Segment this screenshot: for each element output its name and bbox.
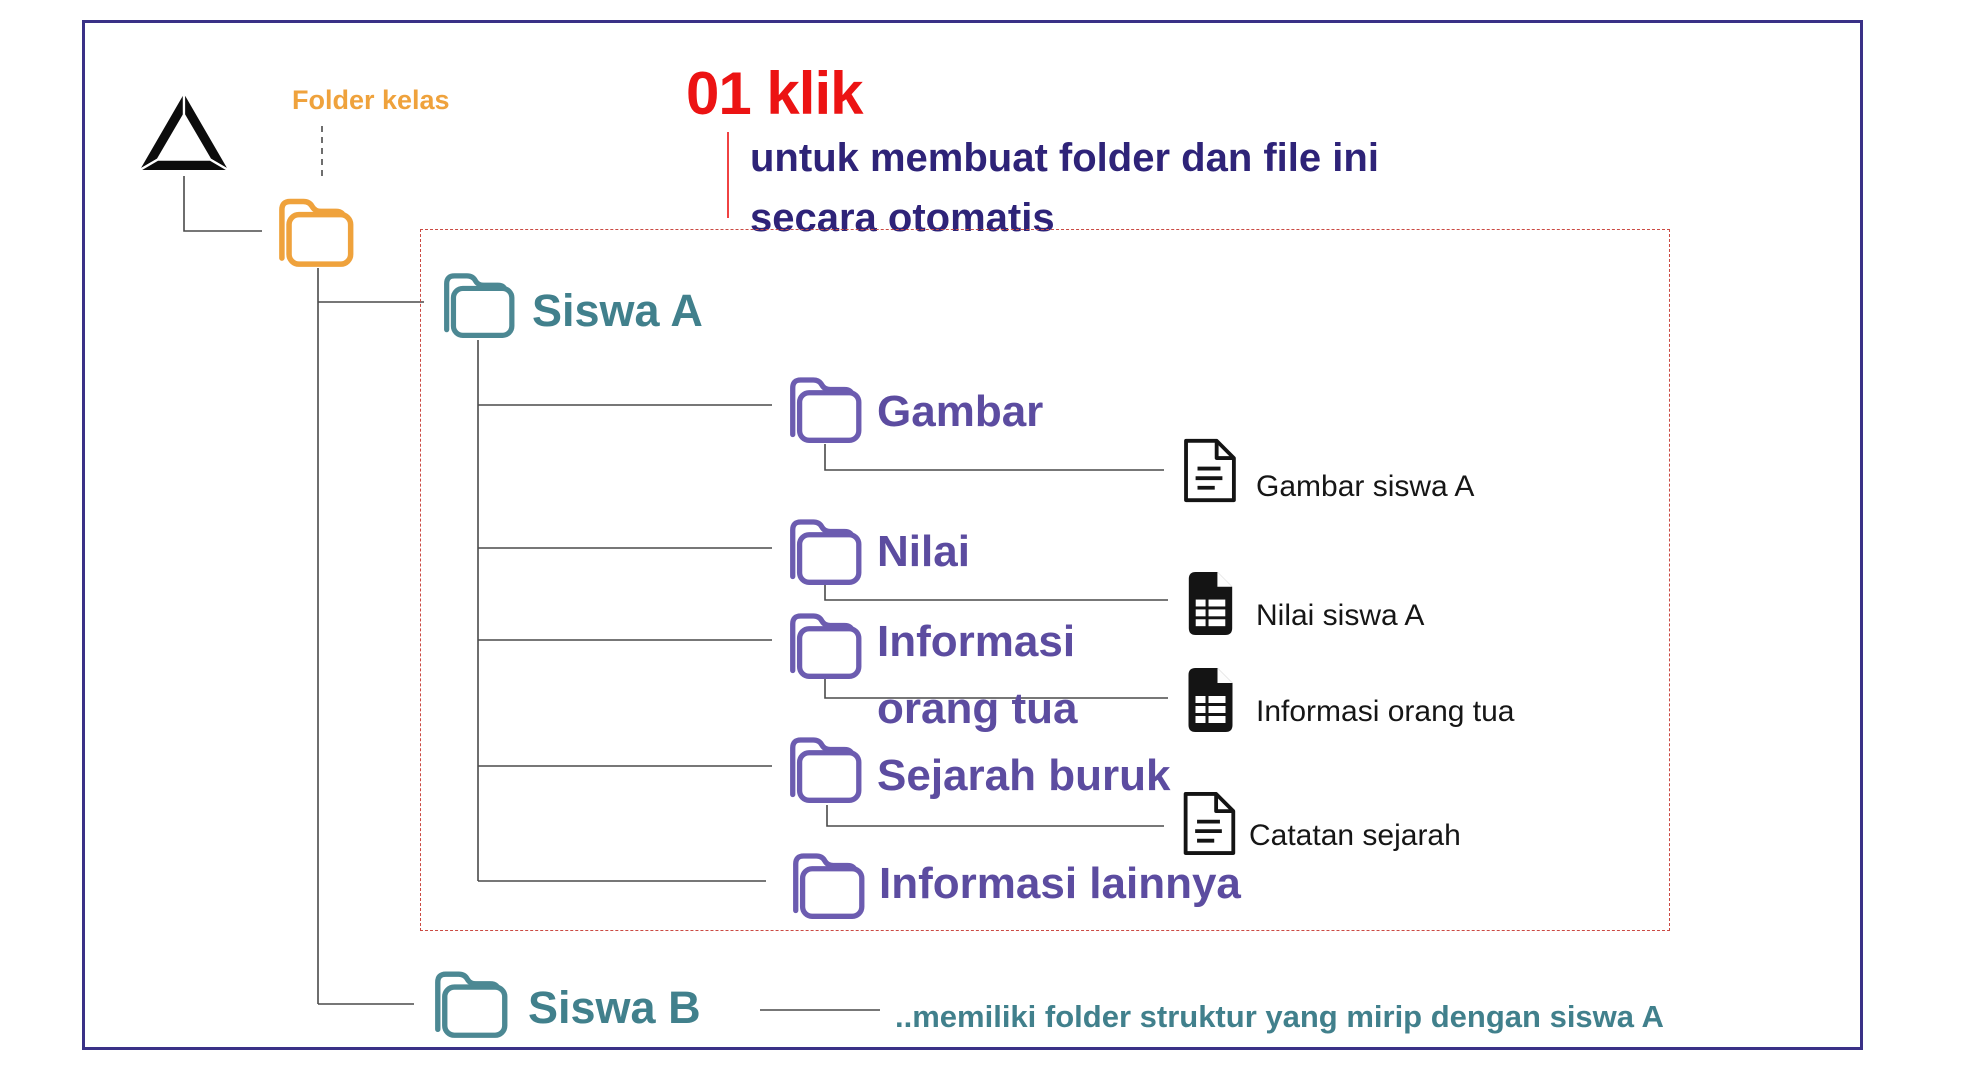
subfolder-gambar-icon — [783, 370, 868, 444]
subfolder-informasi-lainnya-icon — [786, 846, 871, 920]
file-nilai-siswa-a-label: Nilai siswa A — [1256, 599, 1425, 632]
siswa-b-label: Siswa B — [528, 982, 701, 1033]
subfolder-informasi-lainnya-label: Informasi lainnya — [879, 859, 1241, 908]
spreadsheet-file-icon — [1182, 569, 1239, 638]
google-drive-icon — [137, 90, 231, 174]
subfolder-nilai-icon — [783, 512, 868, 586]
subfolder-sejarah-buruk-label: Sejarah buruk — [877, 751, 1171, 800]
file-catatan-sejarah-label: Catatan sejarah — [1249, 819, 1461, 852]
headline-line1: untuk membuat folder dan file ini — [750, 136, 1379, 180]
subfolder-sejarah-buruk-icon — [783, 730, 868, 804]
file-gambar-siswa-a-label: Gambar siswa A — [1256, 470, 1475, 503]
subfolder-gambar-label: Gambar — [877, 387, 1044, 436]
class-folder-icon — [272, 191, 360, 268]
subfolder-informasi-orang-tua-label: Informasi orang tua — [877, 617, 1078, 733]
document-file-icon — [1178, 437, 1240, 504]
spreadsheet-file-icon — [1182, 665, 1239, 735]
document-file-icon — [1178, 790, 1239, 857]
siswa-a-folder-icon — [437, 266, 521, 339]
siswa-b-note: ..memiliki folder struktur yang mirip dengan siswa A — [895, 999, 1664, 1034]
step-title: 01 klik — [686, 60, 863, 127]
subfolder-nilai-label: Nilai — [877, 527, 970, 576]
siswa-a-label: Siswa A — [532, 285, 703, 336]
siswa-b-folder-icon — [428, 964, 514, 1039]
subfolder-informasi-orang-tua-icon — [783, 606, 868, 680]
headline-line2: secara otomatis — [750, 196, 1055, 240]
file-informasi-orang-tua-label: Informasi orang tua — [1256, 695, 1515, 728]
folder-kelas-label: Folder kelas — [292, 85, 450, 115]
